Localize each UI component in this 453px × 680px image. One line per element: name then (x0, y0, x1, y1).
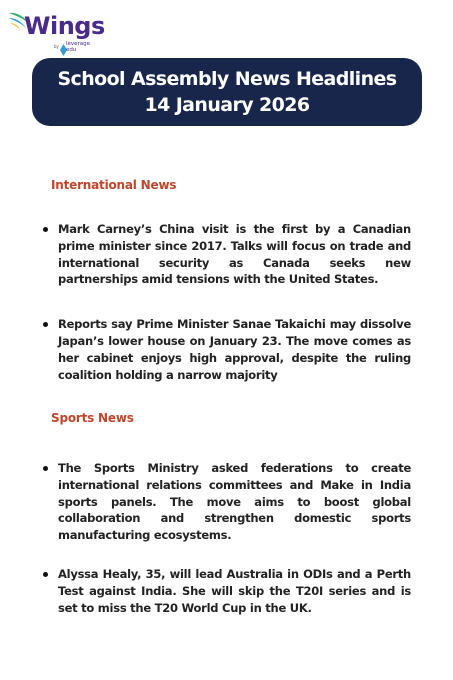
wings-logo (8, 8, 105, 58)
bullet-icon (43, 466, 48, 471)
section-title-international: International News (51, 178, 177, 192)
page-date: 14 January 2026 (144, 94, 310, 116)
list-item (38, 566, 411, 616)
sports-news-list (38, 460, 411, 616)
list-item (38, 316, 411, 383)
section-title-sports: Sports News (51, 411, 134, 425)
bullet-icon (43, 227, 48, 232)
headline-banner (32, 58, 422, 126)
brand-by: by (54, 44, 59, 49)
news-text: Reports say Prime Minister Sanae Takaichi may dissolve Japan’s lower house on January 23. The move comes as her cabinet enjoys high approval, despite the ruling coalition holding a narrow majority (58, 317, 411, 382)
page-title: School Assembly News Headlines (57, 68, 397, 90)
bullet-icon (43, 322, 48, 327)
bullet-icon (43, 572, 48, 577)
international-news-list (38, 221, 411, 383)
news-text: Alyssa Healy, 35, will lead Australia in ODIs and a Perth Test against India. She will skip the T20I series and is set to miss the T20 World Cup in the UK. (58, 566, 411, 615)
news-text: The Sports Ministry asked federations to create international relations committees and Make in India sports panels. The move aims to boost global collaboration and strengthen domestic sports manufacturing ecosystems. (58, 461, 411, 543)
brand-tagline: leverage edu (66, 41, 91, 53)
list-item (38, 221, 411, 288)
list-item (38, 460, 411, 544)
news-text: Mark Carney’s China visit is the first by a Canadian prime minister since 2017. Talks will focus on trade and international security as Canada seeks new partnerships amid tensions with the United States. (58, 222, 411, 287)
brand-name: Wings (24, 12, 105, 40)
